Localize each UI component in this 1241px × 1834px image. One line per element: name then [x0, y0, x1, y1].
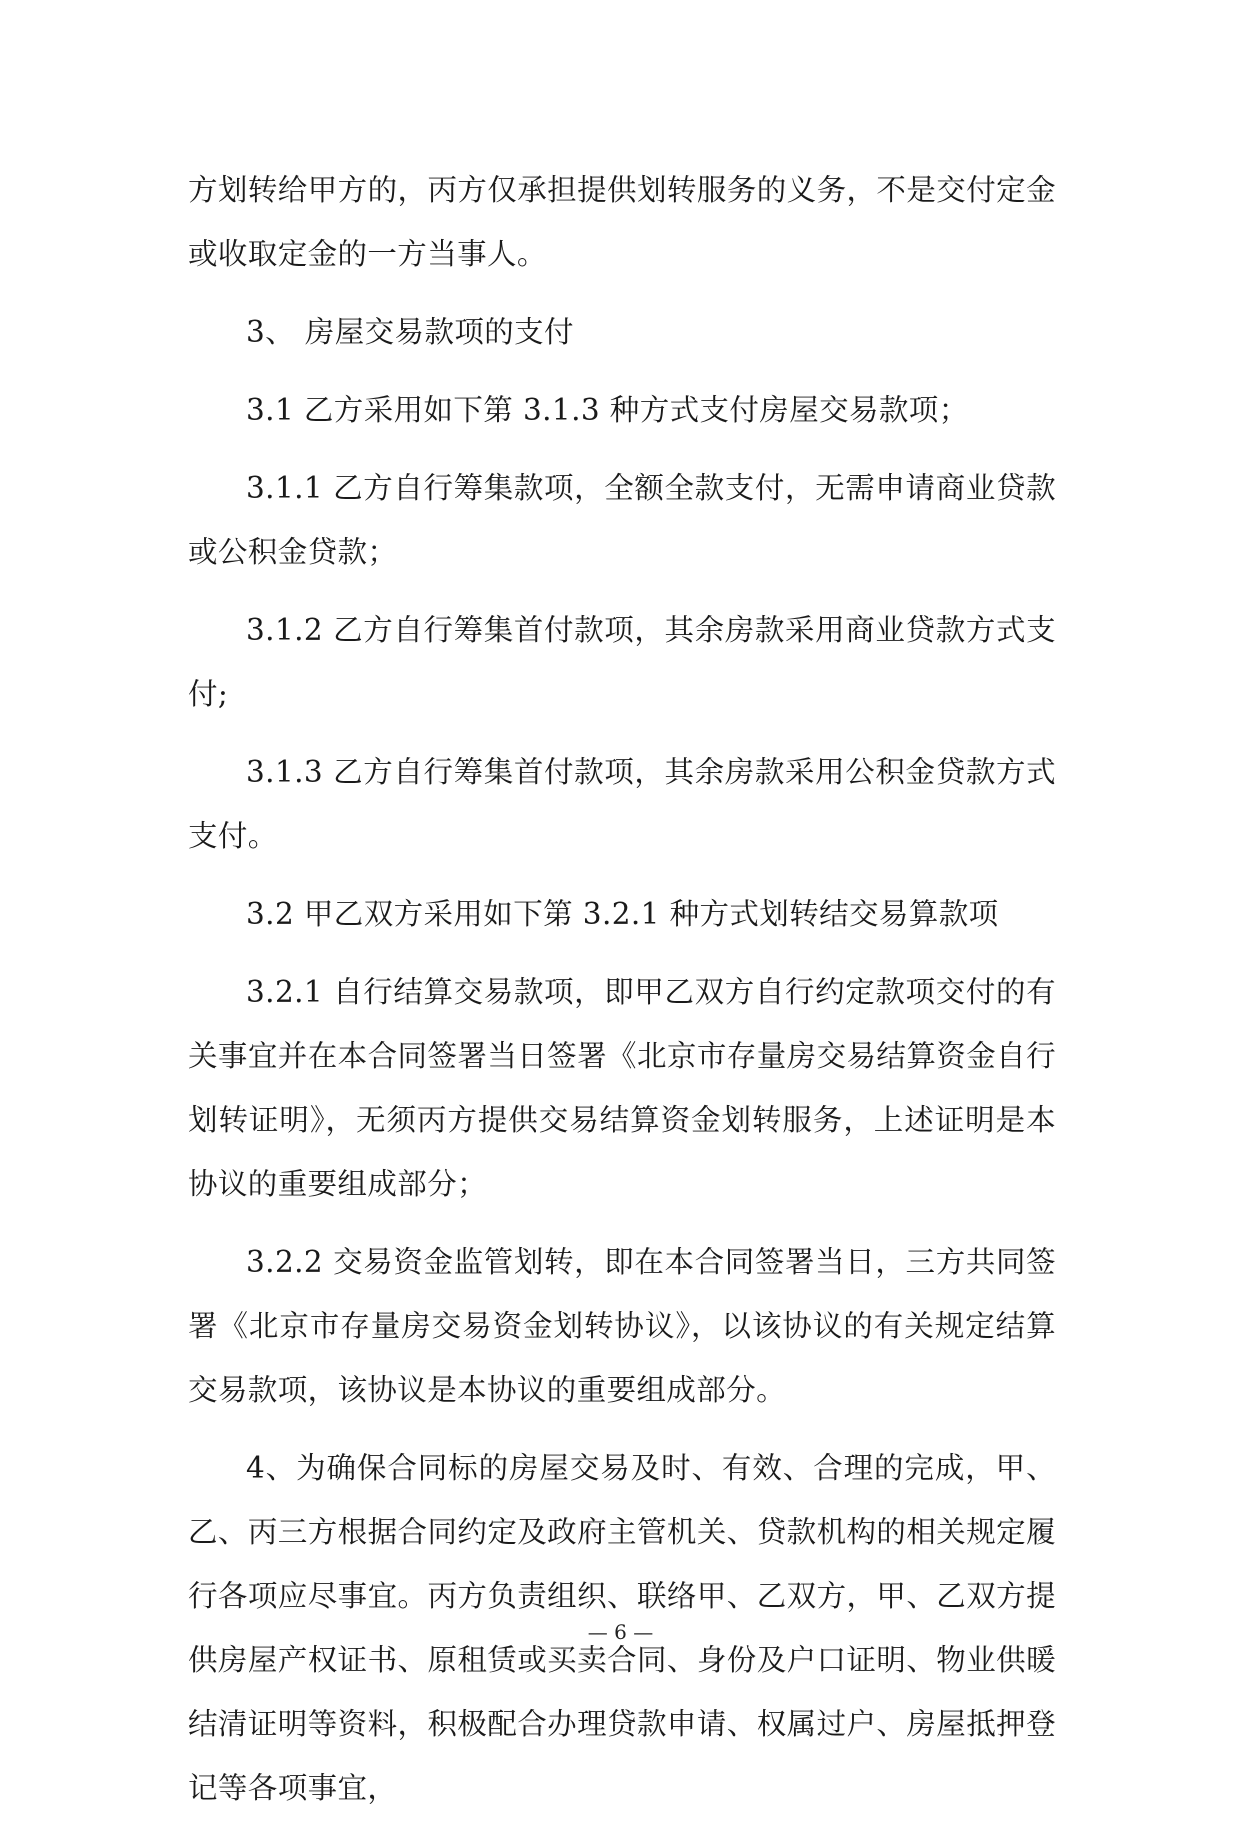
clause-3-1: 3.1 乙方采用如下第 3.1.3 种方式支付房屋交易款项；	[246, 393, 969, 427]
section-heading-payment: 3、 房屋交易款项的支付	[246, 315, 574, 349]
clause-3-2-1: 3.2.1 自行结算交易款项，即甲乙双方自行约定款项交付的有关事宜并在本合同签署当日签署《北京市存量房交易结算资金自行划转证明》，无须丙方提供交易结算资金划转服务，上述证明是本协议的重要组成部分；	[188, 975, 1056, 1201]
clause-3-1-1: 3.1.1 乙方自行筹集款项，全额全款支付，无需申请商业贷款或公积金贷款；	[188, 471, 1056, 569]
clause-3-2: 3.2 甲乙双方采用如下第 3.2.1 种方式划转结交易算款项	[246, 897, 999, 931]
paragraph-continuation: 方划转给甲方的，丙方仅承担提供划转服务的义务，不是交付定金或收取定金的一方当事人。	[188, 173, 1056, 271]
clause-4: 4、为确保合同标的房屋交易及时、有效、合理的完成，甲、乙、丙三方根据合同约定及政府主管机关、贷款机构的相关规定履行各项应尽事宜。丙方负责组织、联络甲、乙双方，甲、乙双方提供房屋产权证书、原租赁或买卖合同、身份及户口证明、物业供暖结清证明等资料，积极配合办理贷款申请、权属过户、房屋抵押登记等各项事宜，	[188, 1451, 1056, 1805]
document-body	[188, 158, 1056, 1834]
page-number: — 6 —	[587, 1620, 654, 1644]
clause-3-1-3: 3.1.3 乙方自行筹集首付款项，其余房款采用公积金贷款方式支付。	[188, 755, 1056, 853]
clause-3-2-2: 3.2.2 交易资金监管划转，即在本合同签署当日，三方共同签署《北京市存量房交易资金划转协议》，以该协议的有关规定结算交易款项，该协议是本协议的重要组成部分。	[188, 1245, 1056, 1407]
clause-3-1-2: 3.1.2 乙方自行筹集首付款项，其余房款采用商业贷款方式支付;	[188, 613, 1056, 711]
